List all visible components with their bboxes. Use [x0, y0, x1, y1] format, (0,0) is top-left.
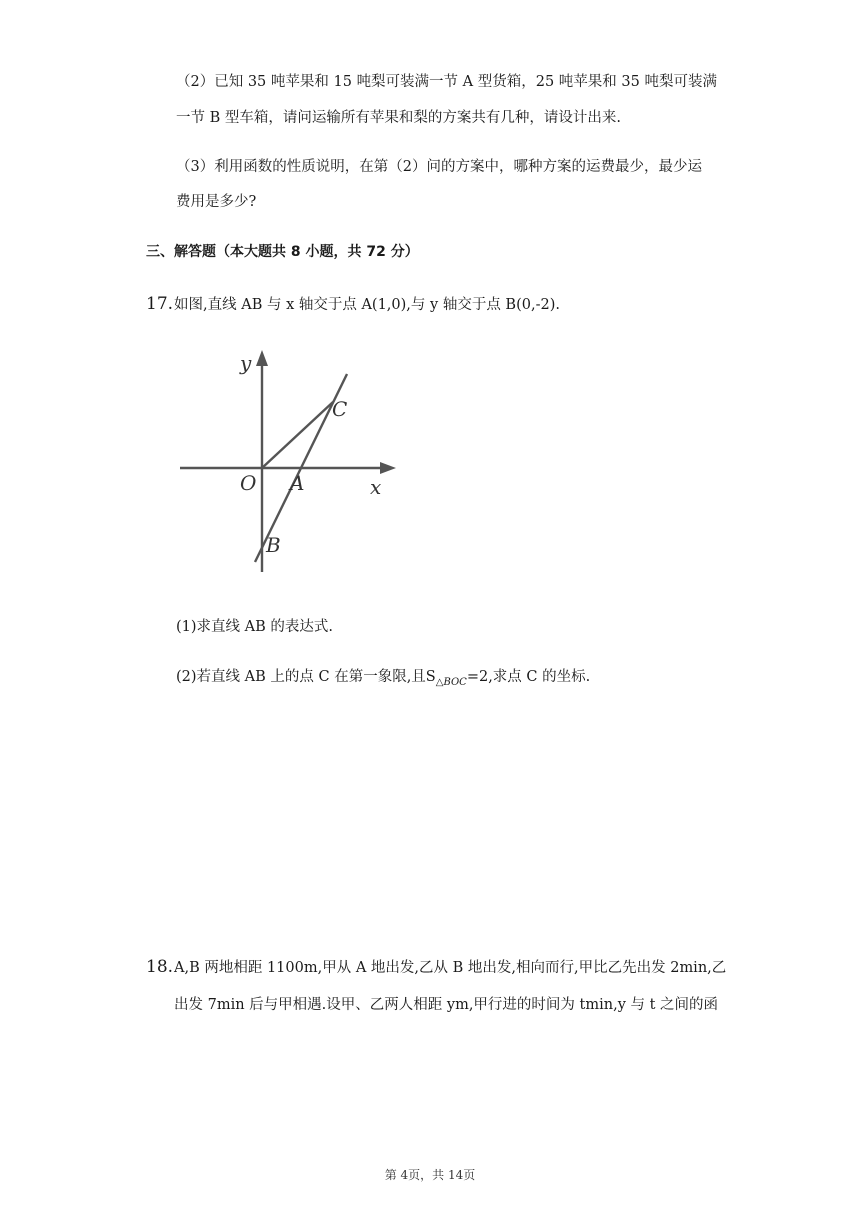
q18-line1: A,B 两地相距 1100m,甲从 A 地出发,乙从 B 地出发,相向而行,甲比乙先出发 2min,乙: [174, 960, 727, 976]
label-c: C: [332, 397, 348, 421]
q17-part2-text-a: (2)若直线 AB 上的点 C 在第一象限,且S: [176, 669, 436, 685]
segment-oc: [262, 402, 333, 468]
x-axis-arrow-icon: [380, 462, 396, 474]
section-title: 三、解答题（本大题共 8 小题，共 72 分）: [146, 244, 419, 260]
q18-number: 18.: [146, 957, 174, 977]
prev-part2-line2: 一节 B 型车箱，请问运输所有苹果和梨的方案共有几种，请设计出来.: [176, 110, 621, 126]
q17-stem: 如图,直线 AB 与 x 轴交于点 A(1,0),与 y 轴交于点 B(0,-2).: [174, 297, 560, 313]
label-a: A: [290, 471, 305, 495]
label-y: y: [240, 351, 252, 375]
y-axis-arrow-icon: [256, 350, 268, 366]
q17-part2-text-b: =2,求点 C 的坐标.: [466, 669, 591, 685]
prev-part2-line1: （2）已知 35 吨苹果和 15 吨梨可装满一节 A 型货箱，25 吨苹果和 35 吨梨可装满: [176, 74, 717, 90]
q17-part1: (1)求直线 AB 的表达式.: [176, 619, 333, 635]
label-o: O: [240, 471, 257, 495]
label-b: B: [266, 533, 281, 557]
q17-part2: [176, 667, 590, 693]
q17-coordinate-figure: [170, 340, 410, 580]
q18-line2: 出发 7min 后与甲相遇.设甲、乙两人相距 ym,甲行进的时间为 tmin,y 与 t 之间的函: [174, 997, 719, 1013]
q17-number: 17.: [146, 294, 174, 314]
prev-part3-line2: 费用是多少?: [176, 194, 257, 210]
q17-part2-subscript: △BOC: [435, 676, 467, 688]
page-footer: 第 4页，共 14页: [384, 1168, 476, 1182]
prev-part3-line1: （3）利用函数的性质说明，在第（2）问的方案中，哪种方案的运费最少，最少运: [176, 159, 702, 175]
label-x: x: [370, 475, 382, 499]
